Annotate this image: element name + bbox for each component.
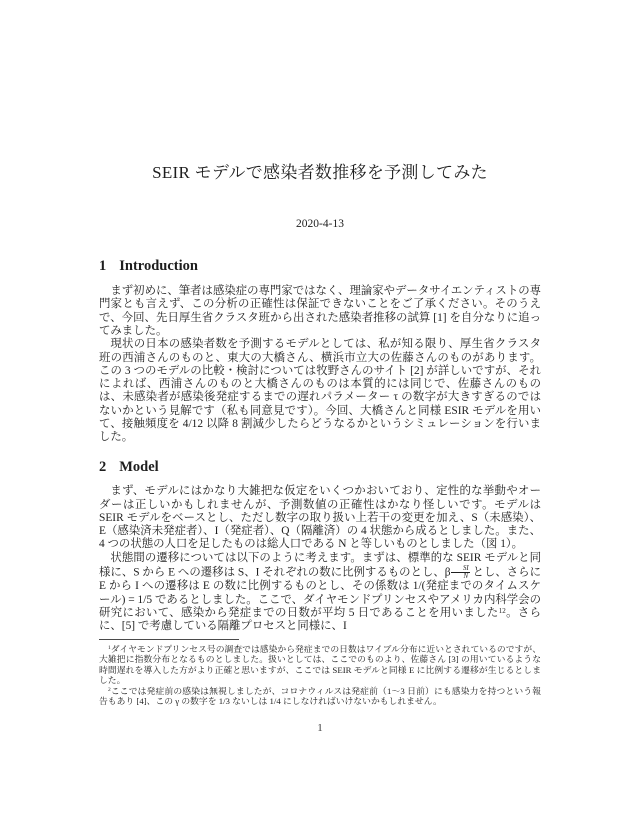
model-paragraph-1: まず、モデルにはかなり大雑把な仮定をいくつかおいており、定性的な挙動やオーダーは正しいかもしれませんが、予測数値の正確性はかなり怪しいです。モデルは SEIR モデルをベースとし、ただし数字の取り扱い上若干の変更を加え、S（未感染）、E（感染済未発症者）、I（発症者）、Q（隔離済）の 4 状態から成るとしました。また、4 つの状態の人口を足したものは総人口である N と等しいものとしました（図 1）。 (99, 485, 541, 551)
section-heading-model (99, 459, 541, 476)
section-title: Model (119, 458, 159, 475)
footnote-marker: 12 (498, 606, 506, 615)
model-paragraph-2 (99, 552, 541, 634)
text-run: 状態間の遷移については以下のように考えます。まずは、標準的な SEIR モデルと同様に、S から E への遷移は S、I それぞれの数に比例するものとし、β (99, 551, 541, 579)
footnote-text: ここでは発症前の感染は無視しましたが、コロナウィルスは発症前（1〜3 日前）にも感染力を持つという報告もあり [4]、この γ の数字を 1/3 ないしは 1/4 にしなければいけないかもしれません。 (99, 685, 541, 707)
intro-paragraph-1: まず初めに、筆者は感染症の専門家ではなく、理論家やデータサイエンティストの専門家とも言えず、この分析の正確性は保証できないことをご了承ください。そのうえで、今回、先日厚生省クラスタ班から出された感染者推移の試算 [1] を自分なりに追ってみました。 (99, 285, 541, 337)
text-run: とし、さらに E から I への遷移は E の数に比例するものとし、その係数は 1/(発症までのタイムスケール) = 1/5 であるとしました。ここで、ダイヤモンドプリンセスやアメリカ内科学会の研究において、感染から発症までの日数が平均 5 日であることを用いました (99, 566, 541, 620)
footnote-marker: 1 (108, 645, 111, 652)
paper-title: SEIR モデルで感染者数推移を予測してみた (152, 163, 488, 182)
section-heading-introduction (99, 258, 541, 275)
paper-date: 2020-4-13 (296, 218, 344, 231)
footnote-2 (99, 686, 541, 707)
footnote-marker: 2 (108, 687, 111, 694)
fraction-si-over-n (451, 565, 470, 580)
footnote-1 (99, 644, 541, 686)
section-number: 1 (99, 258, 107, 275)
text-column (99, 0, 541, 707)
footnote-rule (99, 639, 239, 640)
text-run: 。さらに、[5] で考慮している隔離プロセスと同様に、I (99, 607, 541, 633)
footnote-text: ダイヤモンドプリンセス号の調査では感染から発症までの日数はワイブル分布に近いとされているのですが、大雑把に指数分布となるものとしました。扱いとしては、ここでのものより、佐藤さん [3] の用いているような時間遅れを導入した方がより正確と思いますが、ここでは SEIR モデルと同様 E に比例する遷移が生じるとしました。 (99, 643, 541, 686)
section-title: Introduction (119, 258, 198, 275)
footnote-area (99, 639, 541, 707)
page-number: 1 (317, 722, 323, 734)
fraction-numerator: SI (451, 565, 470, 573)
intro-paragraph-2: 現状の日本の感染者数を予測するモデルとしては、私が知る限り、厚生省クラスタ班の西浦さんのものと、東大の大橋さん、横浜市立大の佐藤さんのものがあります。この 3 つのモデルの比較・検討については牧野さんのサイト [2] が詳しいですが、それによれば、西浦さんのものと大橋さんのものは本質的には同じで、佐藤さんのものは、未感染者が感染後発症するまでの遅れパラメーター τ の数字が大きすぎるのではないかという見解です（私も同意見です）。今回、大橋さんと同様 ESIR モデルを用いて、接触頻度を 4/12 以降 8 割減少したらどうなるかというシミュレーションを行いました。 (99, 338, 541, 444)
fraction-denominator: N (463, 573, 469, 581)
section-number: 2 (99, 458, 107, 475)
